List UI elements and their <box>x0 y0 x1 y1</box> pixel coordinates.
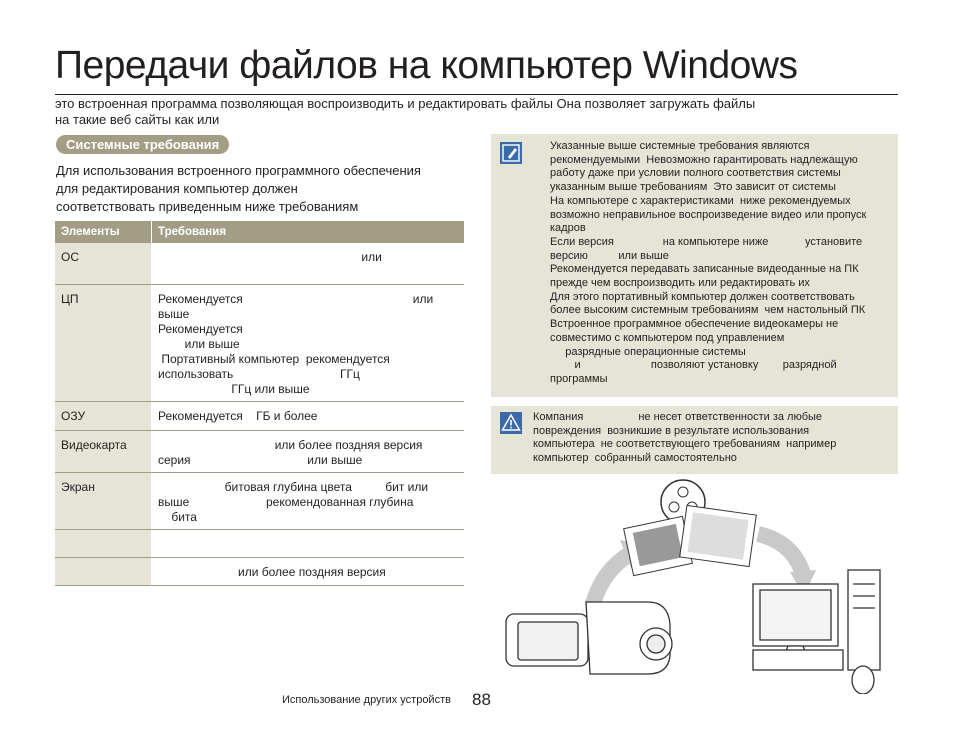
warning-triangle-icon <box>500 412 522 434</box>
table-cell-requirement <box>152 243 465 284</box>
requirements-table <box>55 221 464 586</box>
requirement-line: Рекомендуется <box>158 321 243 336</box>
table-cell-item <box>55 529 152 557</box>
note-box-line: Встроенное программное обеспечение видеокамеры не <box>550 318 839 331</box>
requirement-line: выше <box>158 306 190 321</box>
table-row <box>55 284 464 401</box>
table-row <box>55 472 464 529</box>
warning-box-line: компьютера не соответствующего требованиям например <box>533 438 837 451</box>
table-cell-requirement <box>152 430 465 472</box>
requirement-line: бита <box>158 509 197 524</box>
table-cell-item: Экран <box>55 472 152 529</box>
warning-box-line: повреждения возникшие в результате использования <box>533 424 810 437</box>
warning-box <box>491 406 898 474</box>
note-box-line: возможно неправильное воспроизведение видео или пропуск <box>550 208 867 221</box>
table-cell-requirement <box>152 401 465 430</box>
note-box <box>491 134 898 397</box>
note-text <box>550 140 866 387</box>
note-box-line: Если версия на компьютере ниже установите <box>550 235 863 248</box>
intro-line-1: это встроенная программа позволяющая воспроизводить и редактировать файлы Она позволяет загружать файлы <box>55 96 756 111</box>
requirement-line: или выше <box>158 336 240 351</box>
table-cell-item: ОЗУ <box>55 401 152 430</box>
requirement-line: серия или выше <box>158 452 363 467</box>
table-row <box>55 529 464 557</box>
note-pencil-icon <box>500 142 522 164</box>
requirement-line: использовать ГГц <box>158 366 360 381</box>
table-cell-item: Видеокарта <box>55 430 152 472</box>
note-box-line: указанным выше требованиям Это зависит от системы <box>550 181 836 194</box>
note-box-line: кадров <box>550 222 586 235</box>
page-title: Передачи файлов на компьютер Windows <box>55 44 798 87</box>
footer-section-label: Использование других устройств <box>282 694 451 706</box>
note-box-line: Указанные выше системные требования являются <box>550 140 810 152</box>
table-header-requirements: Требования <box>152 221 465 243</box>
table-cell-requirement <box>152 557 465 585</box>
requirement-line: Рекомендуется или <box>158 291 434 306</box>
note-box-line: прежде чем воспроизводить или редактировать их <box>550 277 810 290</box>
table-cell-item <box>55 557 152 585</box>
camcorder-to-pc-illustration <box>498 474 893 694</box>
note-box-line: На компьютере с характеристиками ниже рекомендуемых <box>550 194 851 207</box>
table-cell-item: ЦП <box>55 284 152 401</box>
note-box-line: программы <box>550 372 608 385</box>
note-box-line: более высоким системным требованиям чем настольный ПК <box>550 304 866 317</box>
table-row <box>55 401 464 430</box>
lead-line-2: для редактирования компьютер должен <box>56 181 298 196</box>
table-cell-requirement <box>152 529 465 557</box>
lead-line-3: соответствовать приведенным ниже требованиям <box>56 199 359 214</box>
note-box-line: Для этого портативный компьютер должен соответствовать <box>550 290 855 303</box>
warning-box-line: компьютер собранный самостоятельно <box>533 452 737 465</box>
note-box-line: Рекомендуется передавать записанные видеоданные на ПК <box>550 263 859 276</box>
table-row <box>55 430 464 472</box>
section-heading: Системные требования <box>56 135 229 154</box>
requirement-line: или более поздняя версия <box>158 564 386 579</box>
table-cell-requirement <box>152 472 465 529</box>
table-cell-requirement <box>152 284 465 401</box>
note-box-line: и позволяют установку разрядной <box>550 359 837 372</box>
requirement-line: ГГц или выше <box>158 381 310 396</box>
requirement-line: Портативный компьютер рекомендуется <box>158 351 390 366</box>
intro-line-2: на такие веб сайты как или <box>55 112 220 127</box>
lead-line-1: Для использования встроенного программного обеспечения <box>56 163 421 178</box>
note-box-line: рекомендуемыми Невозможно гарантировать надлежащую <box>550 153 858 166</box>
page-number: 88 <box>472 690 491 709</box>
requirement-line: Рекомендуется ГБ и более <box>158 408 318 423</box>
table-row <box>55 557 464 585</box>
note-box-line: работу даже при условии полного соответствия системы <box>550 167 841 180</box>
requirement-line: битовая глубина цвета бит или <box>158 479 429 494</box>
warning-box-line: Компания не несет ответственности за любые <box>533 411 823 423</box>
requirement-line: или более поздняя версия <box>158 437 423 452</box>
table-row <box>55 243 464 284</box>
requirement-line: выше рекомендованная глубина <box>158 494 414 509</box>
note-box-line: разрядные операционные системы <box>550 345 746 358</box>
requirement-line: или <box>158 250 382 264</box>
table-cell-item: ОС <box>55 243 152 284</box>
note-box-line: совместимо с компьютером под управлением <box>550 331 785 344</box>
note-box-line: версию или выше <box>550 249 669 262</box>
table-header-items: Элементы <box>55 221 152 243</box>
warning-text <box>533 411 836 466</box>
